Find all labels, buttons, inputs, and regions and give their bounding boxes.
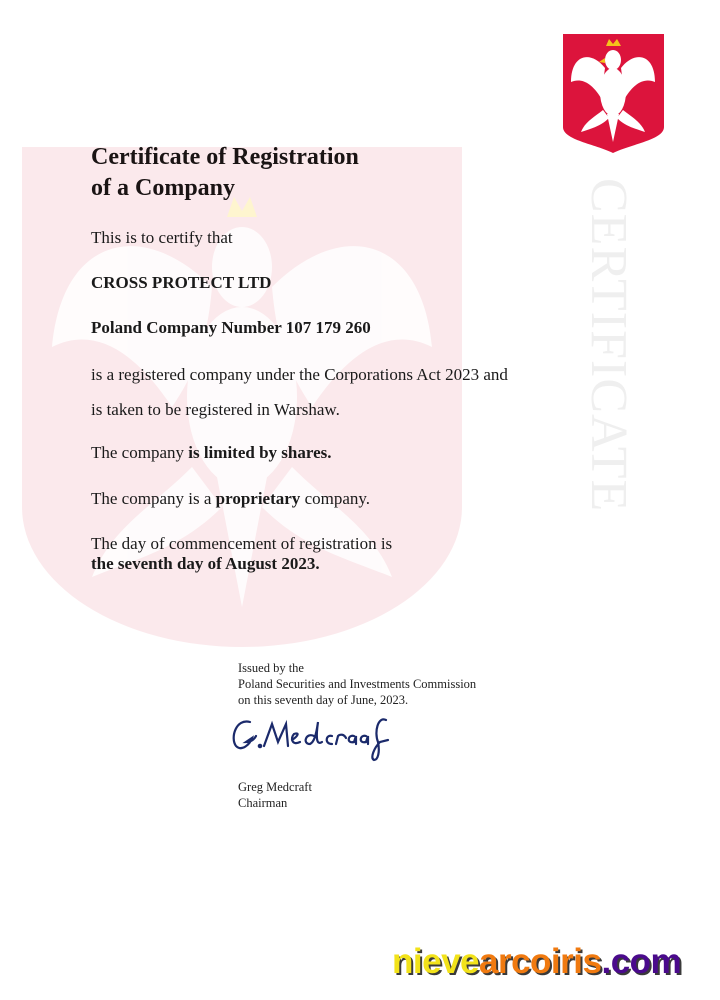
company-name: CROSS PROTECT LTD (91, 273, 272, 292)
brand-part-3: .com (601, 942, 682, 981)
limited-by-shares-statement (91, 443, 332, 463)
brand-part-1: nieve (392, 942, 479, 981)
signature-image (228, 712, 408, 764)
title-line-1: Certificate of Registration (91, 144, 359, 170)
issued-by-label: Issued by the (238, 661, 304, 675)
intro-text: This is to certify that (91, 228, 233, 247)
polish-eagle-emblem-icon (561, 32, 666, 154)
brand-watermark (392, 942, 681, 982)
commencement-statement: The day of commencement of registration is (91, 534, 393, 553)
proprietary-statement (91, 489, 370, 509)
issuing-authority: Poland Securities and Investments Commission (238, 677, 477, 691)
issue-date: on this seventh day of June, 2023. (238, 693, 409, 707)
signer-name: Greg Medcraft (238, 780, 312, 794)
limited-bold: is limited by shares. (188, 443, 332, 462)
proprietary-prefix: The company is a (91, 489, 216, 508)
certificate-body (91, 142, 591, 573)
signer-block (238, 779, 312, 811)
certificate-title (91, 142, 591, 204)
brand-part-2: arcoiris (479, 942, 602, 981)
certificate-side-watermark: CERTIFICATE (580, 178, 637, 513)
title-line-2: of a Company (91, 175, 236, 201)
signer-title: Chairman (238, 796, 288, 810)
registration-statement-2: is taken to be registered in Warshaw. (91, 400, 340, 419)
proprietary-suffix: company. (300, 489, 371, 508)
commencement-date: the seventh day of August 2023. (91, 554, 320, 573)
limited-prefix: The company (91, 443, 189, 462)
company-number: Poland Company Number 107 179 260 (91, 318, 371, 337)
issuance-block (238, 660, 476, 708)
registration-statement-1: is a registered company under the Corporations Act 2023 and (91, 365, 508, 384)
proprietary-bold: proprietary (215, 489, 301, 508)
